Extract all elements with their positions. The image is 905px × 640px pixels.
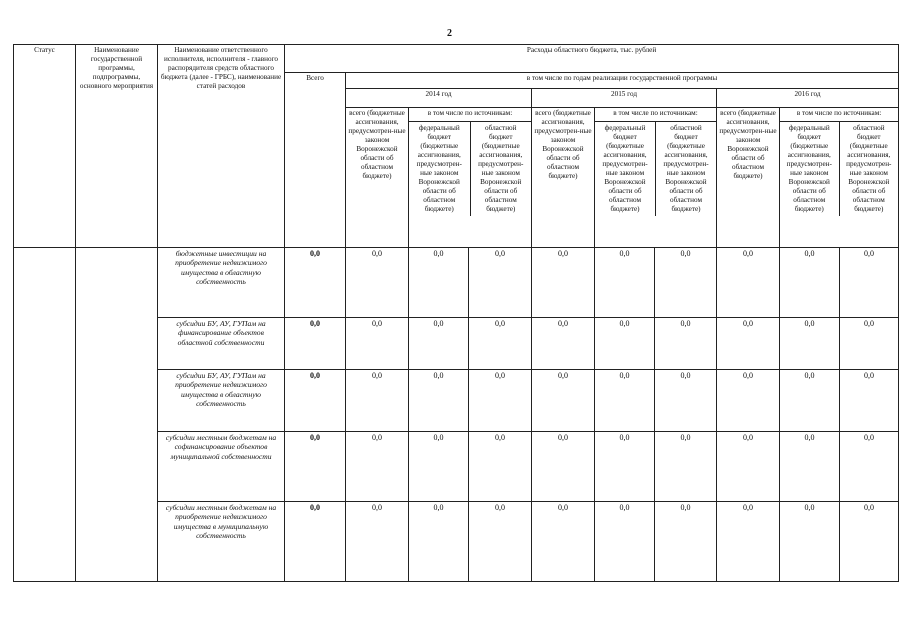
budget-value: 0,0 (780, 318, 840, 370)
header-year-total: всего (бюджетные ассигнования, предусмотрен-ные законом Воронежской области об областном бюджете) (717, 108, 780, 248)
header-regional: областной бюджет (бюджетные ассигнования, предусмотрен-ные законом Воронежской области об областном бюджете) (663, 124, 709, 213)
table-row (14, 248, 899, 318)
page-number: 2 (447, 28, 452, 39)
header-expenses-title: Расходы областного бюджета, тыс. рублей (285, 45, 899, 73)
budget-value: 0,0 (840, 502, 899, 582)
header-program-name: Наименование государственной программы, подпрограммы, основного мероприятия (76, 45, 158, 248)
budget-value: 0,0 (655, 370, 717, 432)
total-value: 0,0 (285, 502, 346, 582)
budget-value: 0,0 (469, 318, 532, 370)
budget-value: 0,0 (409, 502, 469, 582)
budget-value: 0,0 (595, 432, 655, 502)
budget-table (13, 44, 899, 582)
budget-value: 0,0 (595, 318, 655, 370)
header-status: Статус (14, 45, 76, 248)
header-federal: федеральный бюджет (бюджетные ассигнования, предусмотрен-ные законом Воронежской области об областном бюджете) (595, 122, 656, 216)
expense-item-name: субсидии БУ, АУ, ГУПам на приобретение недвижимого имущества в областную собственность (158, 370, 285, 432)
budget-value: 0,0 (532, 318, 595, 370)
header-total: Всего (285, 73, 346, 248)
header-year-total: всего (бюджетные ассигнования, предусмотрен-ные законом Воронежской области об областном бюджете) (532, 108, 595, 248)
header-by-sources: в том числе по источникам: (409, 108, 531, 122)
header-by-years: в том числе по годам реализации государственной программы (346, 73, 899, 89)
header-sources-group (780, 108, 899, 248)
budget-value: 0,0 (655, 502, 717, 582)
budget-value: 0,0 (532, 502, 595, 582)
total-value: 0,0 (285, 370, 346, 432)
budget-value: 0,0 (655, 248, 717, 318)
budget-value: 0,0 (780, 502, 840, 582)
budget-value: 0,0 (469, 248, 532, 318)
budget-value: 0,0 (346, 432, 409, 502)
budget-value: 0,0 (655, 318, 717, 370)
header-federal: федеральный бюджет (бюджетные ассигнования, предусмотрен-ные законом Воронежской области об областном бюджете) (780, 122, 840, 216)
budget-value: 0,0 (532, 370, 595, 432)
total-value: 0,0 (285, 318, 346, 370)
expense-item-name: субсидии местным бюджетам на приобретение недвижимого имущества в муниципальную собственность (158, 502, 285, 582)
header-year-2014: 2014 год (346, 89, 532, 108)
total-value: 0,0 (285, 432, 346, 502)
header-year-total: всего (бюджетные ассигнования, предусмотрен-ные законом Воронежской области об областном бюджете) (346, 108, 409, 248)
budget-value: 0,0 (717, 370, 780, 432)
budget-value: 0,0 (717, 502, 780, 582)
budget-value: 0,0 (469, 432, 532, 502)
budget-value: 0,0 (595, 502, 655, 582)
budget-value: 0,0 (409, 432, 469, 502)
budget-value: 0,0 (655, 432, 717, 502)
budget-value: 0,0 (346, 318, 409, 370)
budget-value: 0,0 (346, 248, 409, 318)
budget-value: 0,0 (780, 248, 840, 318)
budget-value: 0,0 (780, 432, 840, 502)
budget-value: 0,0 (780, 370, 840, 432)
budget-value: 0,0 (840, 432, 899, 502)
budget-value: 0,0 (346, 502, 409, 582)
header-regional: областной бюджет (бюджетные ассигнования, предусмотрен-ные законом Воронежской области об областном бюджете) (846, 124, 892, 213)
budget-value: 0,0 (840, 248, 899, 318)
budget-value: 0,0 (595, 248, 655, 318)
budget-value: 0,0 (717, 432, 780, 502)
budget-value: 0,0 (595, 370, 655, 432)
header-regional: областной бюджет (бюджетные ассигнования, предусмотрен-ные законом Воронежской области об областном бюджете) (478, 124, 524, 213)
budget-value: 0,0 (409, 248, 469, 318)
header-year-2015: 2015 год (532, 89, 717, 108)
budget-value: 0,0 (532, 432, 595, 502)
expense-item-name: субсидии БУ, АУ, ГУПам на финансирование объектов областной собственности (158, 318, 285, 370)
budget-value: 0,0 (840, 370, 899, 432)
header-sources-group (595, 108, 717, 248)
header-sources-group (409, 108, 532, 248)
total-value: 0,0 (285, 248, 346, 318)
budget-value: 0,0 (717, 318, 780, 370)
expense-item-name: бюджетные инвестиции на приобретение недвижимого имущества в областную собственность (158, 248, 285, 318)
status-cell (14, 248, 76, 582)
budget-value: 0,0 (469, 502, 532, 582)
header-year-2016: 2016 год (717, 89, 899, 108)
header-by-sources: в том числе по источникам: (780, 108, 898, 122)
header-by-sources: в том числе по источникам: (595, 108, 716, 122)
expense-item-name: субсидии местным бюджетам на софинансирование объектов муниципальной собственности (158, 432, 285, 502)
budget-value: 0,0 (409, 370, 469, 432)
header-federal: федеральный бюджет (бюджетные ассигнования, предусмотрен-ные законом Воронежской области об областном бюджете) (409, 122, 471, 216)
budget-value: 0,0 (346, 370, 409, 432)
budget-value: 0,0 (409, 318, 469, 370)
header-executor-name: Наименование ответственного исполнителя, исполнителя - главного распорядителя средств областного бюджета (далее - ГРБС), наименование статей расходов (158, 45, 285, 248)
budget-value: 0,0 (840, 318, 899, 370)
program-cell (76, 248, 158, 582)
budget-value: 0,0 (469, 370, 532, 432)
budget-value: 0,0 (717, 248, 780, 318)
budget-value: 0,0 (532, 248, 595, 318)
